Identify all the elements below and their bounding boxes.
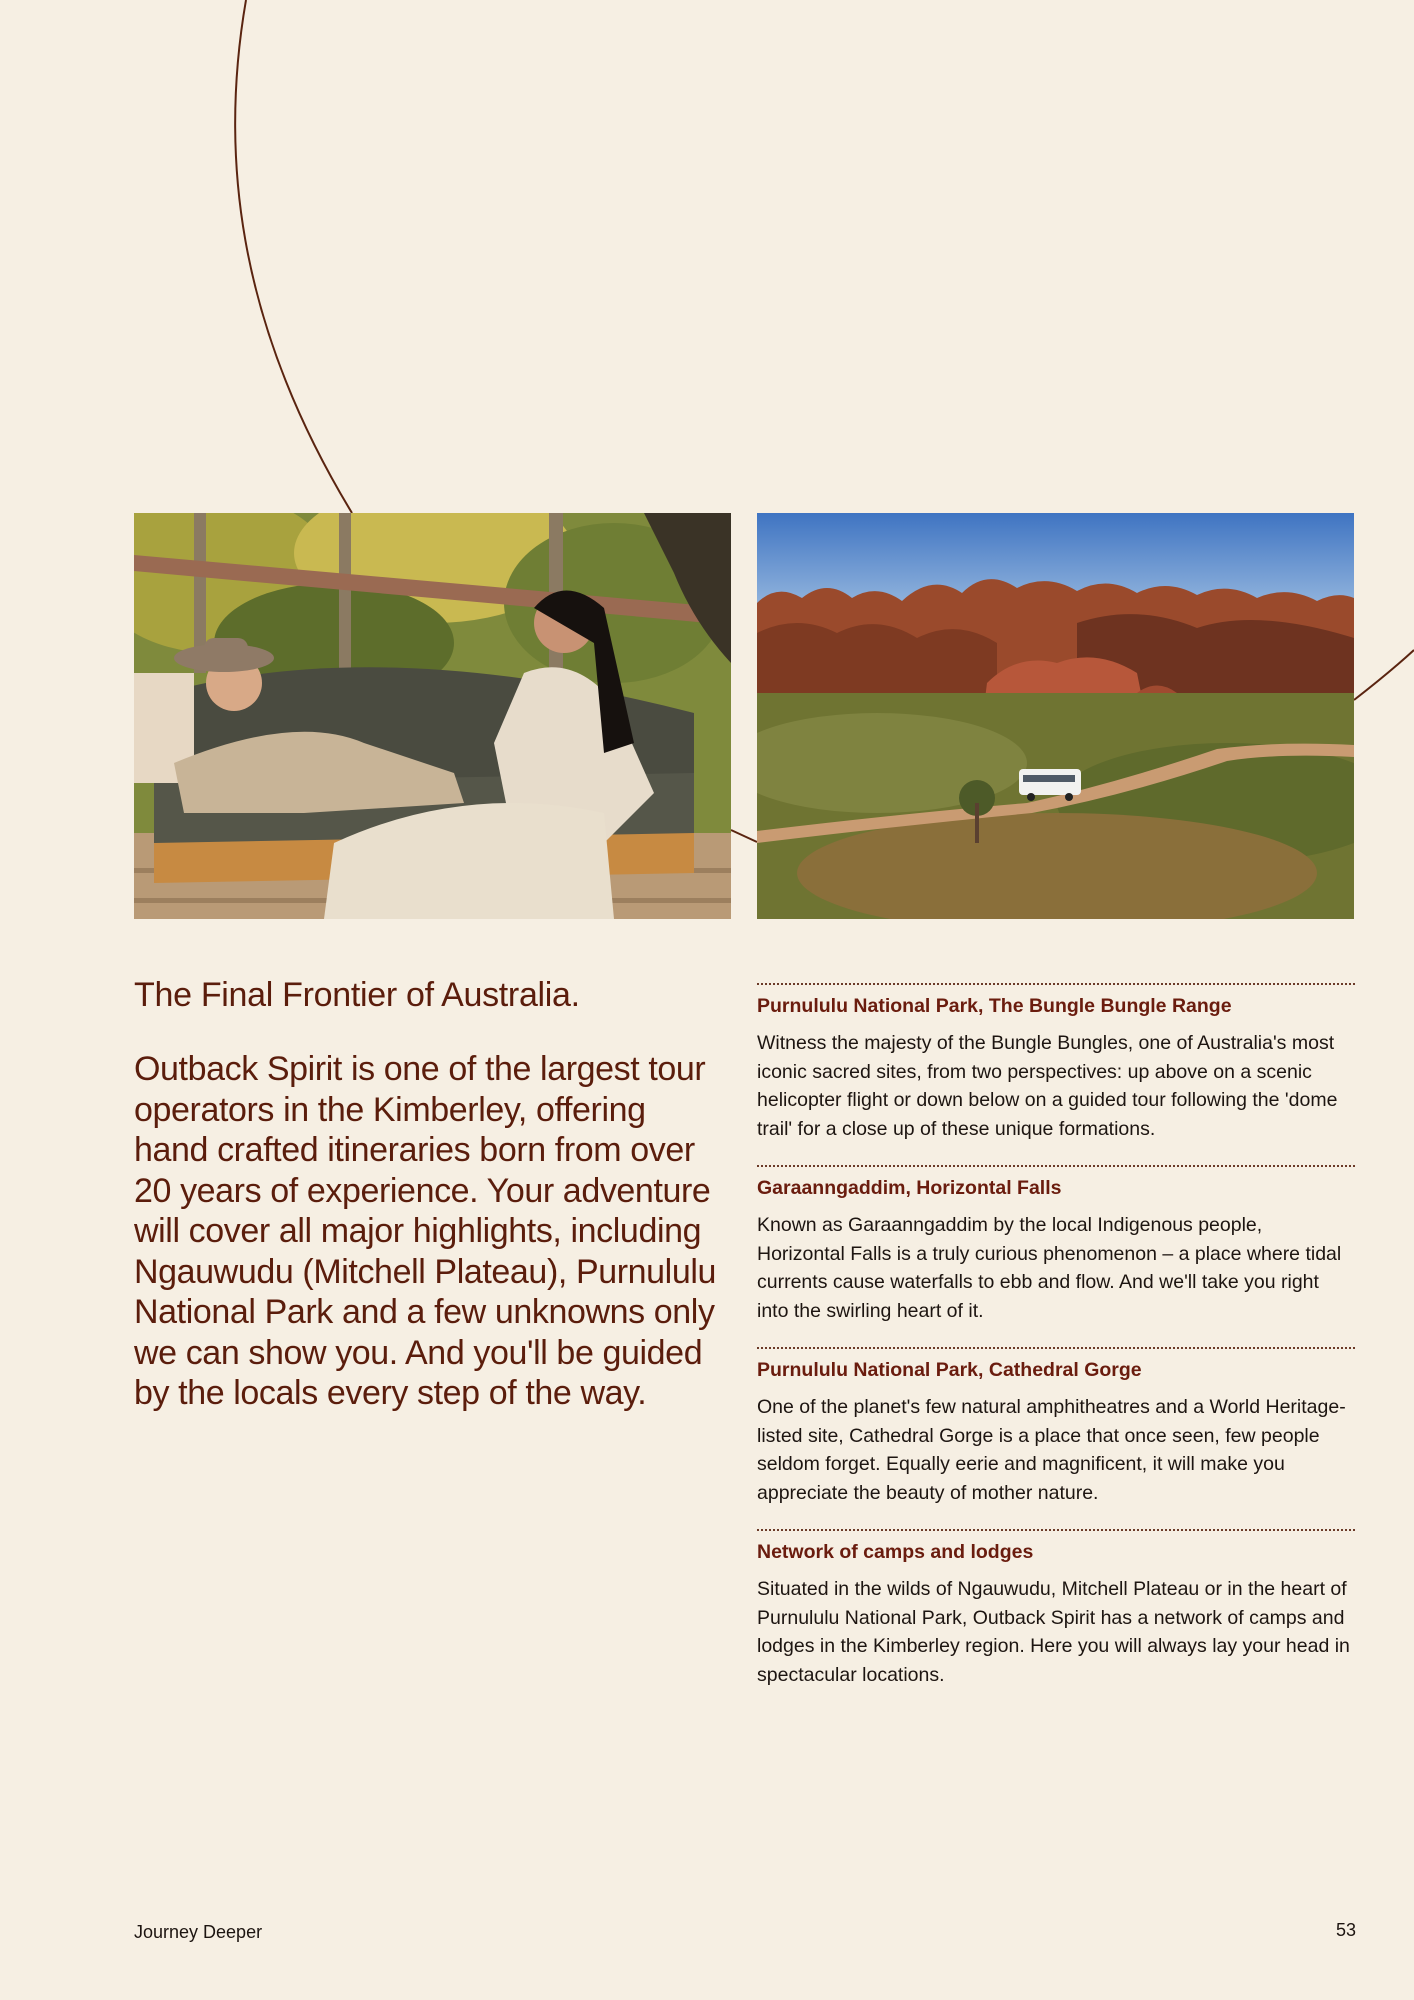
highlight-section [757,1347,1355,1507]
footer-publication-name: Journey Deeper [134,1922,263,1942]
highlights-list [757,983,1355,1711]
highlight-heading: Purnululu National Park, The Bungle Bungle Range [757,995,1232,1017]
page-number: 53 [1335,1920,1356,1940]
photo-couple-on-veranda [134,513,731,919]
photo-bungle-bungle-range [757,513,1354,919]
highlight-section [757,983,1355,1143]
intro-block [134,975,724,1414]
highlight-body: One of the planet's few natural amphitheatres and a World Heritage-listed site, Cathedral Gorge is a place that once seen, few people seldom forget. Equally eerie and magnificent, it will make you appreciate the beauty of mother nature. [757,1396,1346,1504]
highlight-body: Known as Garaanngaddim by the local Indigenous people, Horizontal Falls is a truly curious phenomenon – a place where tidal currents cause waterfalls to ebb and flow. And we'll take you right into the swirling heart of it. [757,1214,1342,1322]
highlight-heading: Garaanngaddim, Horizontal Falls [757,1177,1062,1199]
highlight-body: Witness the majesty of the Bungle Bungles, one of Australia's most iconic sacred sites, from two perspectives: up above on a scenic helicopter flight or down below on a guided tour following the 'dome trail' for a close up of these unique formations. [757,1032,1338,1140]
highlight-section [757,1529,1355,1689]
highlight-heading: Purnululu National Park, Cathedral Gorge [757,1359,1142,1381]
highlight-section [757,1165,1355,1325]
highlight-heading: Network of camps and lodges [757,1541,1034,1563]
highlight-body: Situated in the wilds of Ngauwudu, Mitchell Plateau or in the heart of Purnululu National Park, Outback Spirit has a network of camps and lodges in the Kimberley region. Here you will always lay your head in spectacular locations. [757,1578,1350,1686]
intro-title: The Final Frontier of Australia. [134,976,580,1014]
intro-body: Outback Spirit is one of the largest tour operators in the Kimberley, offering hand crafted itineraries born from over 20 years of experience. Your adventure will cover all major highlights, including Ngauwudu (Mitchell Plateau), Purnululu National Park and a few unknowns only we can show you. And you'll be guided by the locals every step of the way. [134,1050,717,1412]
